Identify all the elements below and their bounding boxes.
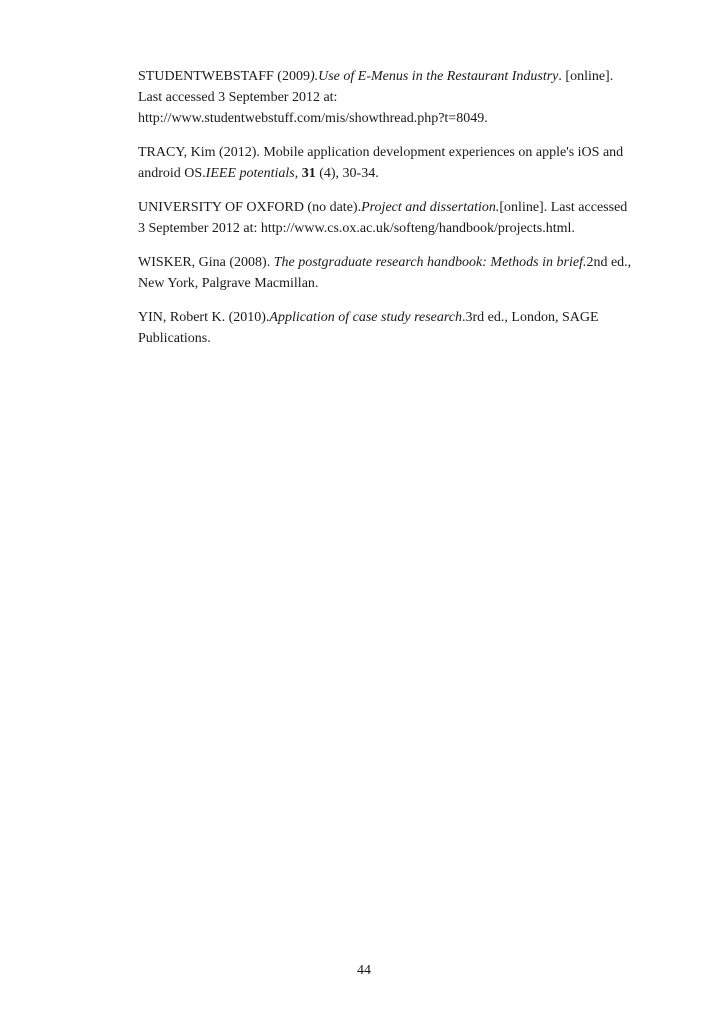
italic-text: The postgraduate research handbook: Methods in brief.: [273, 255, 587, 270]
reference-list: [138, 66, 668, 362]
reference-text: 3 September 2012 at: http://www.cs.ox.ac.uk/softeng/handbook/projects.html.: [138, 221, 575, 236]
italic-text: Project and dissertation.: [361, 200, 500, 215]
reference-line: [138, 163, 668, 184]
reference-entry: [138, 307, 668, 349]
reference-line: [138, 87, 668, 108]
bold-text: 31: [301, 166, 316, 181]
reference-entry: [138, 197, 668, 239]
reference-text: http://www.studentwebstuff.com/mis/showthread.php?t=8049.: [138, 111, 488, 126]
reference-text: Last accessed 3 September 2012 at:: [138, 90, 338, 105]
reference-line: [138, 108, 668, 129]
reference-text: .3rd ed., London, SAGE: [462, 310, 599, 325]
reference-line: [138, 142, 668, 163]
italic-text: ).Use of E-Menus in the Restaurant Industry: [309, 69, 559, 84]
reference-text: ,: [294, 166, 302, 181]
reference-line: [138, 273, 668, 294]
italic-text: IEEE potentials: [205, 166, 295, 181]
reference-line: [138, 328, 668, 349]
reference-text: TRACY, Kim (2012). Mobile application development experiences on apple's iOS and: [138, 145, 624, 160]
reference-text: YIN, Robert K. (2010).: [138, 310, 270, 325]
reference-line: [138, 66, 668, 87]
reference-line: [138, 307, 668, 328]
reference-line: [138, 252, 668, 273]
reference-entry: [138, 66, 668, 129]
reference-text: New York, Palgrave Macmillan.: [138, 276, 319, 291]
italic-text: Application of case study research: [269, 310, 463, 325]
reference-line: [138, 197, 668, 218]
reference-text: Publications.: [138, 331, 211, 346]
reference-text: (4), 30-34.: [315, 166, 379, 181]
reference-line: [138, 218, 668, 239]
reference-entry: [138, 252, 668, 294]
reference-text: [online]. Last accessed: [499, 200, 628, 215]
reference-text: WISKER, Gina (2008).: [138, 255, 274, 270]
reference-text: STUDENTWEBSTAFF (2009: [138, 69, 310, 84]
reference-text: UNIVERSITY OF OXFORD (no date).: [138, 200, 362, 215]
reference-text: 2nd ed.,: [586, 255, 632, 270]
reference-text: . [online].: [558, 69, 614, 84]
page-number: 44: [357, 963, 371, 978]
reference-text: android OS.: [138, 166, 206, 181]
reference-entry: [138, 142, 668, 184]
